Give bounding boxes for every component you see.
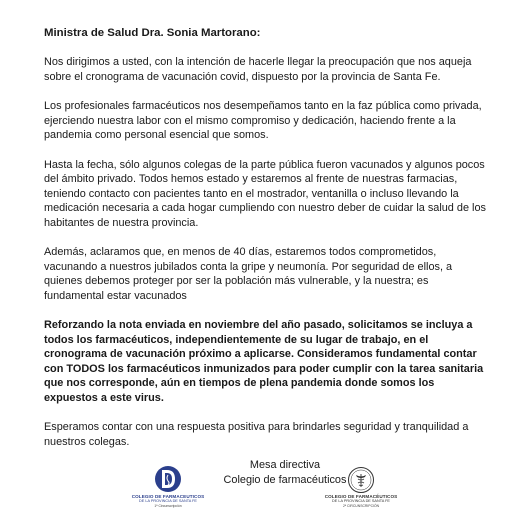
logo-colegio-2 (309, 466, 413, 508)
colegio-2-name: COLEGIO DE FARMACÉUTICOS (324, 494, 398, 499)
paragraph-2: Los profesionales farmacéuticos nos desempeñamos tanto en la faz pública como privada, ejerciendo nuestra labor con el mismo compromiso y dedicación, haciendo frente a la pandemia como personal esencial que somos. (44, 100, 482, 141)
colegio-1-emblem-icon (153, 464, 183, 494)
colegio-1-name: COLEGIO DE FARMACEUTICOS (131, 494, 205, 499)
letter (44, 26, 490, 487)
colegio-2-caduceus-icon (347, 466, 375, 494)
paragraph-3: Hasta la fecha, sólo algunos colegas de la parte pública fueron vacunados y algunos pocos del ámbito privado. Todos hemos estado y estaremos al frente de nuestras farmacias, teniendo contacto con pacientes tanto en el mostrador, ventanilla o incluso llevando la medicación necesaria a cada hogar cumpliendo con nuestro deber de cuidar la salud de los habitantes de nuestra provincia. (44, 158, 486, 229)
colegio-2-province: DE LA PROVINCIA DE SANTA FE (332, 499, 390, 504)
signature-line-1: Mesa directiva (249, 459, 321, 471)
colegio-1-province: DE LA PROVINCIA DE SANTA FE (139, 499, 197, 504)
logos-footer (0, 462, 526, 522)
paragraph-4: Además, aclaramos que, en menos de 40 días, estaremos todos comprometidos, vacunando a nuestros jubilados conta la gripe y neumonía. Por seguridad de ellos, a quienes debemos proteger por ser la población más vulnerable, y la nuestra; es fundamental estar vacunados (44, 246, 453, 302)
signature-line-2: Colegio de farmacéuticos (223, 473, 347, 486)
paragraph-5-bold: Reforzando la nota enviada en noviembre del año pasado, solicitamos se incluya a todos los farmacéuticos, independientemente de su lugar de trabajo, en el cronograma de vacunación próximo a aplicarse. Consideramos fundamental contar con TODOS los farmacéuticos inmunizados para poder cumplir con la tarea sanitaria que nos corresponde, aún en tiempos de plena pandemia donde somos los expuestos a este virus. (44, 319, 484, 404)
paragraph-1: Nos dirigimos a usted, con la intención de hacerle llegar la preocupación que nos aqueja sobre el cronograma de vacunación covid, dispuesto por la provincia de Santa Fe. (44, 56, 472, 83)
colegio-1-circunscripcion: 1ª Circunscripción (154, 503, 182, 508)
logo-colegio-1 (118, 464, 218, 508)
colegio-2-circunscripcion: 2ª CIRCUNSCRIPCIÓN (342, 503, 380, 508)
paragraph-6: Esperamos contar con una respuesta positiva para brindarles seguridad y tranquilidad a nuestros colegas. (44, 421, 469, 448)
letter-greeting: Ministra de Salud Dra. Sonia Martorano: (44, 27, 261, 39)
